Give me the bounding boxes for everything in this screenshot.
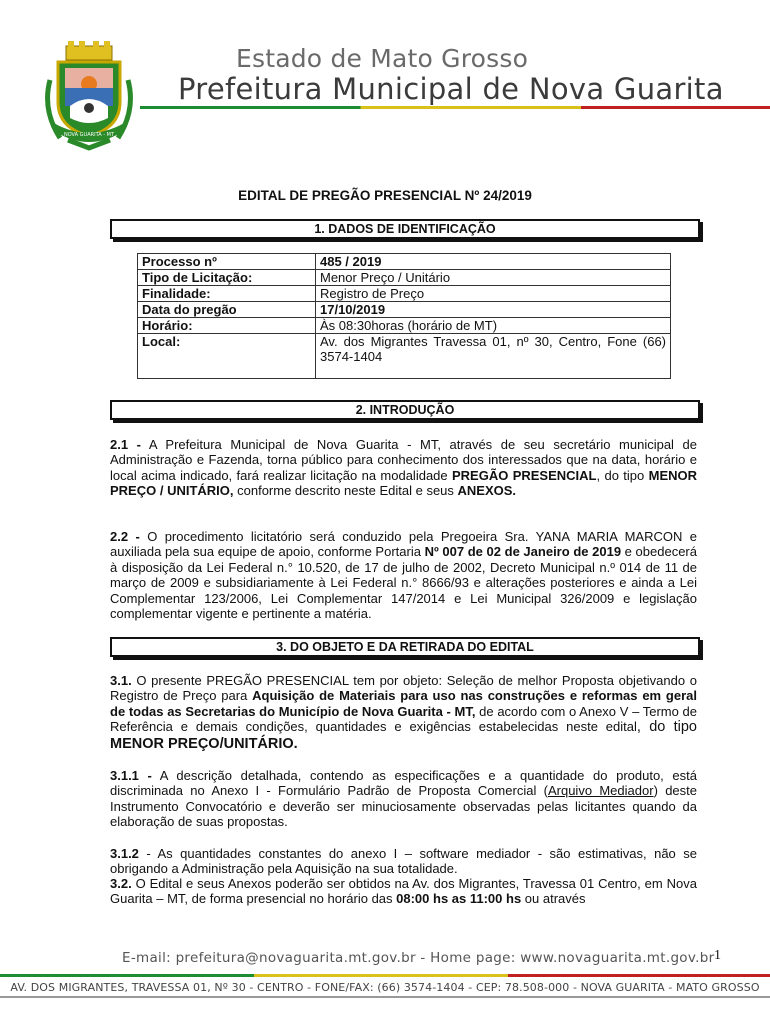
paragraph-2-1: 2.1 - A Prefeitura Municipal de Nova Guarita - MT, através de seu secretário municipal de Administração e Fazenda, torna público para conhecimento dos interessados que na data, horário e local acima indicado, fará realizar licitação na modalidade PREGÃO PRESENCIAL, do tipo MENOR PREÇO / UNITÁRIO, conforme descrito neste Edital e seus ANEXOS. [110, 437, 698, 499]
paragraph-2-2: 2.2 - O procedimento licitatório será conduzido pela Pregoeira Sra. YANA MARIA MARCON e auxiliada pela sua equipe de apoio, conforme Portaria Nº 007 de 02 de Janeiro de 2019 e obedecerá à disposição da Lei Federal n.° 10.520, de 17 de julho de 2002, Decreto Municipal n.º 014 de 11 de março de 2009 e subsidiariamente à Lei Federal n.° 8666/93 e alterações posteriores e ainda a Lei Complementar 123/2006, Lei Complementar 147/2014 e Lei Municipal 326/2009 e legislação complementar vigente e pertinente a matéria. [110, 529, 697, 622]
field-label: Processo nº [138, 254, 316, 270]
footer-divider [0, 974, 770, 977]
table-row [138, 334, 671, 379]
field-label: Tipo de Licitação: [138, 270, 316, 286]
field-value: Av. dos Migrantes Travessa 01, nº 30, Centro, Fone (66) 3574-1404 [316, 334, 671, 379]
table-row [138, 270, 671, 286]
section-heading-introduction: 2. INTRODUÇÃO [110, 400, 700, 420]
section-heading-object: 3. DO OBJETO E DA RETIRADA DO EDITAL [110, 637, 700, 657]
field-value: Às 08:30horas (horário de MT) [316, 318, 671, 334]
field-value: Registro de Preço [316, 286, 671, 302]
footer-address: AV. DOS MIGRANTES, TRAVESSA 01, Nº 30 - CENTRO - FONE/FAX: (66) 3574-1404 - CEP: 78.508-000 - NOVA GUARITA - MATO GROSSO [10, 981, 760, 994]
table-row [138, 254, 671, 270]
municipal-crest-logo [40, 40, 138, 152]
paragraph-3-1-2: 3.1.2 - As quantidades constantes do anexo I – software mediador - são estimativas, não se obrigando a Administração pela Aquisição na sua totalidade. [110, 846, 697, 877]
page-number: 1 [714, 948, 721, 963]
section-heading-identification: 1. DADOS DE IDENTIFICAÇÃO [110, 219, 700, 239]
field-value: 485 / 2019 [316, 254, 671, 270]
paragraph-3-1-1: 3.1.1 - A descrição detalhada, contendo as especificações e a quantidade do produto, está discriminada no Anexo I - Formulário Padrão de Proposta Comercial (Arquivo Mediador) deste Instrumento Convocatório e deverão ser minuciosamente observadas pelas licitantes quando da elaboração de suas propostas. [110, 768, 698, 830]
identification-table [137, 253, 671, 379]
state-name: Estado de Mato Grosso [236, 44, 529, 73]
field-label: Finalidade: [138, 286, 316, 302]
footer-contact-line: E-mail: prefeitura@novaguarita.mt.gov.br - Home page: www.novaguarita.mt.gov.br [122, 950, 715, 966]
header-divider [140, 106, 770, 109]
table-row [138, 286, 671, 302]
field-label: Horário: [138, 318, 316, 334]
table-row [138, 318, 671, 334]
table-row [138, 302, 671, 318]
field-label: Data do pregão [138, 302, 316, 318]
field-label: Local: [138, 334, 316, 379]
field-value: 17/10/2019 [316, 302, 671, 318]
footer-bottom-rule [0, 996, 770, 998]
municipality-name: Prefeitura Municipal de Nova Guarita [178, 72, 724, 106]
document-title: EDITAL DE PREGÃO PRESENCIAL Nº 24/2019 [238, 188, 532, 203]
svg-text:NOVA GUARITA - MT: NOVA GUARITA - MT [63, 132, 115, 138]
paragraph-3-2: 3.2. O Edital e seus Anexos poderão ser obtidos na Av. dos Migrantes, Travessa 01 Centro, em Nova Guarita – MT, de forma presencial no horário das 08:00 hs as 11:00 hs ou através [110, 876, 697, 907]
paragraph-3-1: 3.1. O presente PREGÃO PRESENCIAL tem por objeto: Seleção de melhor Proposta objetivando o Registro de Preço para Aquisição de Materiais para uso nas construções e reformas em geral de todas as Secretarias do Município de Nova Guarita - MT, de acordo com o Anexo V – Termo de Referência e demais condições, quantidades e exigências estabelecidas neste edital, do tipo MENOR PREÇO/UNITÁRIO. [110, 673, 698, 752]
field-value: Menor Preço / Unitário [316, 270, 671, 286]
